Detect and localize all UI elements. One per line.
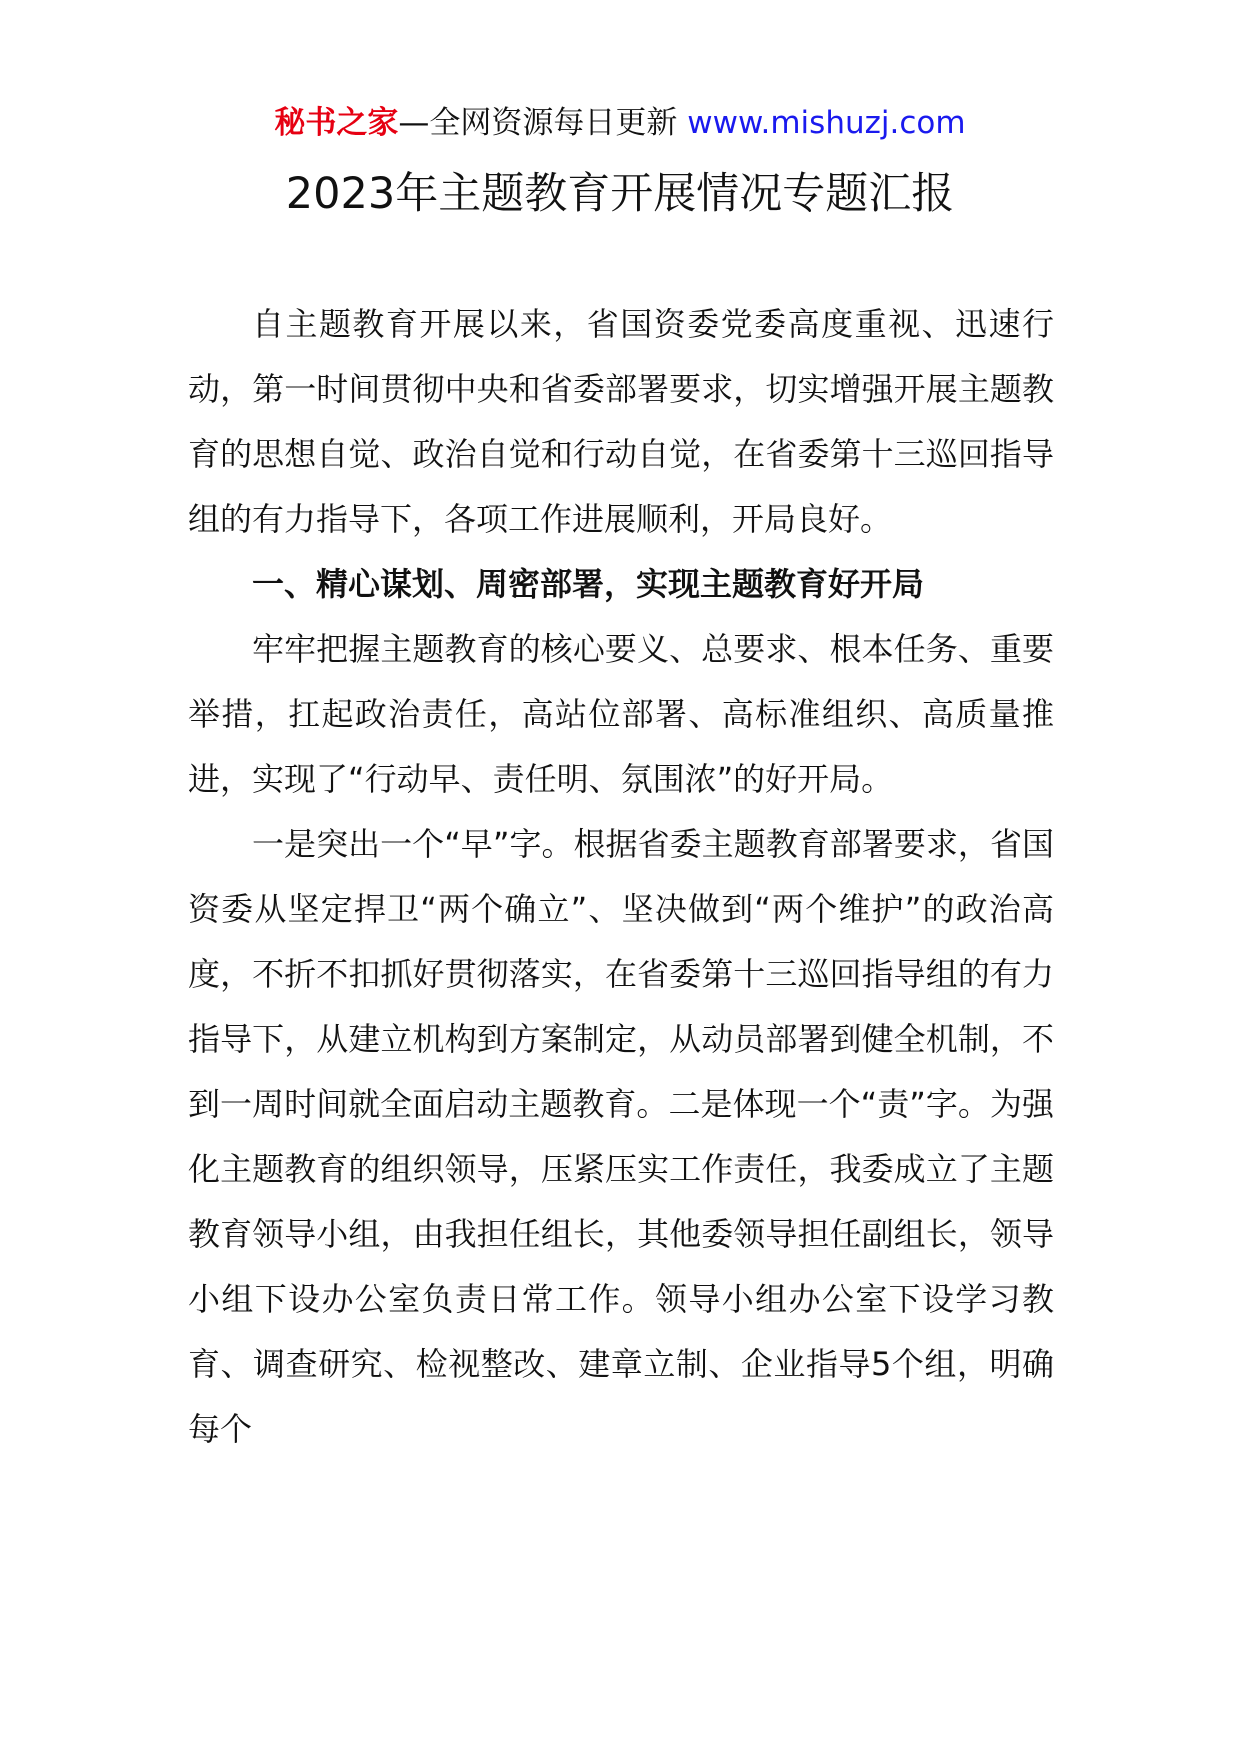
paragraph-section-1-detail: 一是突出一个“早”字。根据省委主题教育部署要求，省国资委从坚定捍卫“两个确立”、坚决做到“两个维护”的政治高度，不折不扣抓好贯彻落实，在省委第十三巡回指导组的有力指导下，从建立机构到方案制定，从动员部署到健全机制，不到一周时间就全面启动主题教育。二是体现一个“责”字。为强化主题教育的组织领导，压紧压实工作责任，我委成立了主题教育领导小组，由我担任组长，其他委领导担任副组长，领导小组下设办公室负责日常工作。领导小组办公室下设学习教育、调查研究、检视整改、建章立制、企业指导5个组，明确每个 xyxy=(188,825,1054,1448)
banner-tagline: —全网资源每日更新 xyxy=(398,105,678,141)
paragraph-intro: 自主题教育开展以来，省国资委党委高度重视、迅速行动，第一时间贯彻中央和省委部署要求，切实增强开展主题教育的思想自觉、政治自觉和行动自觉，在省委第十三巡回指导组的有力指导下，各项工作进展顺利，开局良好。 xyxy=(188,305,1054,538)
banner-url-link[interactable]: www.mishuzj.com xyxy=(687,105,966,141)
document-body xyxy=(188,292,1054,1462)
document-title: 2023年主题教育开展情况专题汇报 xyxy=(285,169,955,219)
section-heading-1: 一、精心谋划、周密部署，实现主题教育好开局 xyxy=(252,565,925,603)
banner-brand: 秘书之家 xyxy=(274,105,399,141)
site-banner xyxy=(0,100,1240,146)
paragraph-section-1-summary: 牢牢把握主题教育的核心要义、总要求、根本任务、重要举措，扛起政治责任，高站位部署、高标准组织、高质量推进，实现了“行动早、责任明、氛围浓”的好开局。 xyxy=(188,630,1054,798)
